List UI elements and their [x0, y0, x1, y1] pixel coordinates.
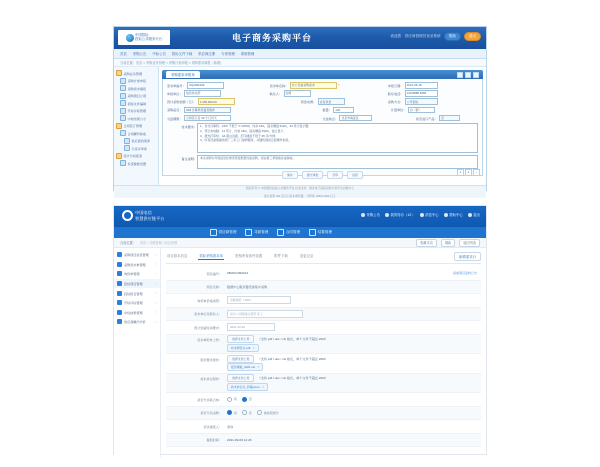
tree-item-4[interactable]: [116, 100, 156, 106]
document-icon: [120, 108, 126, 114]
sidebar-item-tender-project[interactable]: [114, 279, 160, 289]
chevron-right-icon: >: [155, 319, 157, 324]
field-input-5[interactable]: 010-8888 6666: [405, 90, 438, 97]
view-log-link[interactable]: 查看项目流转日志: [452, 271, 477, 276]
form-area: [159, 67, 486, 185]
field-label: 申报单位：: [167, 91, 183, 96]
sidebar-item-label: 采购项目信息管理: [124, 253, 149, 258]
form-box: [162, 79, 483, 176]
tab-supplier-management[interactable]: 供应商管理: [210, 229, 236, 236]
pager[interactable]: [457, 169, 480, 176]
attachment-chip[interactable]: 技术规范书.pdf ✕: [227, 344, 259, 352]
chevron-right-icon: >: [155, 271, 157, 276]
submit-approval-button[interactable]: 提交审批: [302, 171, 324, 179]
tree-item-1[interactable]: [116, 78, 156, 84]
sidebar-item-inquiry[interactable]: [114, 269, 160, 279]
row-label: 项目编号：: [206, 271, 222, 276]
row-label: 项目名称：: [206, 285, 222, 290]
nav-item-6[interactable]: 系统管理: [240, 52, 255, 56]
folder-icon: [116, 153, 122, 159]
content-tab-demand-order[interactable]: 招标采购需求单: [198, 253, 224, 261]
tree-label: 招标文件编制: [127, 101, 147, 106]
breadcrumb-text: 当前位置：首页 > 采购业务管理 > 采购计划申报 > 采购需求填报（新增）: [120, 61, 224, 65]
remark-value: 本次采购为年度信息化建设项目配套设备采购，需在第三季度前完成验收。: [200, 155, 296, 160]
content-tab-qualification[interactable]: 资格审查条件设置: [235, 254, 263, 259]
folder-icon: [117, 252, 122, 257]
content-tab-basic-info[interactable]: 项目基本信息: [167, 254, 188, 259]
field-input-0[interactable]: XQ2021006: [187, 82, 224, 89]
tab-sourcing-management[interactable]: 寻源管理: [245, 229, 268, 236]
logo-line2: 投标公共服务平台: [134, 36, 163, 41]
box-icon: [117, 300, 122, 305]
field-input-4[interactable]: 张明: [284, 90, 311, 97]
search-icon: [245, 229, 252, 236]
sidebar: [114, 248, 161, 457]
brand-logo: [122, 210, 164, 221]
breadcrumb-bar: [114, 238, 486, 248]
top-header: [114, 27, 486, 49]
table-row: [166, 393, 481, 407]
radio-option[interactable]: 否: [242, 410, 252, 415]
tree-item-3[interactable]: [116, 93, 156, 99]
row-label: 技术协议附件：: [200, 377, 222, 381]
footer: [114, 185, 486, 198]
radio-option[interactable]: 否: [242, 397, 252, 402]
document-icon: [120, 160, 126, 166]
tree-label: 中标结果公示: [127, 116, 147, 121]
sidebar-item-bid-registration[interactable]: [114, 288, 160, 298]
table-row: [166, 308, 481, 322]
row-label: 是否允许联合体：: [197, 397, 222, 402]
add-demand-row-button[interactable]: 新增需求行: [454, 252, 481, 261]
required-mark: *: [338, 83, 340, 88]
nav-item-3[interactable]: 招标文件下载: [171, 52, 193, 56]
save-button[interactable]: 保存: [282, 171, 298, 179]
sidebar-item-project-info[interactable]: [114, 250, 160, 260]
refresh-button[interactable]: 刷新: [441, 239, 455, 247]
nav-item-2[interactable]: 中标公告: [152, 52, 166, 56]
field-input-6[interactable]: 1,250,000.00: [198, 98, 235, 105]
row-label: 提报时间：: [206, 438, 222, 443]
tree-item-0[interactable]: [116, 70, 156, 76]
document-icon: [124, 138, 130, 144]
logo-line1: 中国招标: [134, 32, 149, 37]
brand-line1: 中国电信: [135, 210, 152, 216]
mail-icon: [420, 213, 424, 217]
attachment-chip[interactable]: 技术协议书_终稿.docx ✕: [227, 383, 268, 391]
tree-label: 采购业务管理: [123, 71, 143, 76]
sidebar-item-demand-order[interactable]: [114, 260, 160, 270]
tree-label: 采购计划申报: [127, 79, 147, 83]
row-value: ZB2021090012: [227, 271, 249, 276]
doc-icon: [117, 262, 122, 267]
bell-icon: [361, 213, 365, 217]
main-tabs: [114, 227, 486, 238]
help-button[interactable]: 帮助: [444, 32, 461, 41]
top-navbar: [114, 49, 486, 59]
field-label: 申报日期：: [387, 83, 404, 88]
field-label: 采购方式：: [387, 100, 404, 105]
sidebar-item-label: 供应商履约评价: [124, 320, 146, 325]
pager-first[interactable]: 1: [457, 169, 464, 176]
field-label: 采购品目：: [167, 108, 183, 113]
maximize-icon[interactable]: [465, 72, 471, 78]
tree-item-8[interactable]: [116, 130, 156, 136]
table-row: [166, 294, 481, 308]
chevron-right-icon: >: [155, 252, 157, 257]
tech-line-1: 2、笔记本电脑：14 英寸，内存 16G，固态硬盘 512G，独立显卡；: [200, 128, 287, 133]
field-input-13[interactable]: 北京市海淀区: [339, 115, 372, 122]
row-value: 数据中心服务器设备集中采购: [227, 285, 268, 290]
bottom-header: [114, 206, 486, 227]
radio-icon-selected: [242, 397, 247, 402]
favorite-button[interactable]: 收藏本页: [416, 239, 437, 247]
upload-button[interactable]: 选择文件上传: [227, 374, 254, 382]
table-row: [166, 407, 481, 421]
consortium-radio-group[interactable]: [227, 397, 252, 402]
pager-page-2[interactable]: 2: [465, 169, 472, 176]
remove-icon[interactable]: ✕: [252, 345, 255, 350]
row-label: 预计到货时间要求：: [194, 325, 222, 330]
chevron-right-icon: >: [155, 281, 157, 286]
remark-textarea[interactable]: [197, 155, 478, 169]
field-label: 交货地点：: [322, 116, 338, 121]
tree-item-2[interactable]: [116, 85, 156, 91]
upload-button[interactable]: 选择文件上传: [227, 355, 254, 363]
nav-item-0[interactable]: 首页: [120, 52, 127, 56]
nav-logout[interactable]: 退出: [468, 212, 480, 217]
tech-requirement-textarea[interactable]: [197, 123, 478, 153]
row-label: 询价单价格类型：: [197, 298, 222, 303]
demand-unit-input[interactable]: 省分公司网络运营部 李工: [227, 310, 303, 318]
tree-item-6[interactable]: [116, 115, 156, 121]
sidebar-item-supplier-evaluation[interactable]: [114, 317, 160, 327]
radio-option[interactable]: 是: [227, 397, 237, 402]
tag-icon: [117, 271, 122, 276]
row-label: 需求单附件上传：: [197, 338, 222, 342]
document-icon: [120, 115, 126, 121]
welcome-text: 欢迎您：供应商管理员登录系统: [390, 34, 441, 38]
minimize-icon[interactable]: [457, 72, 463, 78]
brand-mark-icon: [122, 210, 133, 221]
chevron-right-icon: >: [155, 291, 157, 296]
sidebar-item-label: 开标评标管理: [124, 301, 143, 306]
radio-option[interactable]: 按标段划分: [257, 410, 279, 415]
upload-hint: （支持 pdf / doc / xls 格式，单个文件不超过 20M）: [257, 337, 328, 341]
tree-item-5[interactable]: [116, 108, 156, 114]
document-icon: [120, 100, 126, 106]
footer-line2: 建议使用 IE9 及以上版本浏览器，分辨率 1280×1024 以上: [264, 194, 336, 198]
row-label: 是否分包采购：: [200, 411, 222, 416]
tree-item-12[interactable]: [116, 160, 156, 166]
table-row: [166, 267, 481, 281]
tree-label: 专家评审库: [131, 146, 147, 151]
document-icon: [120, 93, 126, 99]
table-row: [166, 374, 481, 394]
tree-label: 采购项目立项: [127, 94, 147, 98]
table-row: [166, 321, 481, 335]
row-label: 需求提报人：: [203, 424, 222, 429]
form-tab[interactable]: 采购需求申报单: [166, 71, 200, 78]
logout-button[interactable]: 退出: [464, 32, 481, 41]
document-icon: [120, 85, 126, 91]
remove-icon[interactable]: ✕: [261, 384, 265, 389]
field-select-7[interactable]: 自有资金: [318, 98, 345, 105]
field-label: 资金来源：: [300, 100, 317, 105]
field-input-10[interactable]: 120: [333, 107, 354, 114]
radio-icon: [242, 410, 247, 415]
sidebar-item-label: 采购需求单管理: [124, 262, 146, 267]
table-row: [166, 335, 481, 355]
folder-icon: [116, 70, 122, 76]
close-icon[interactable]: [473, 72, 479, 78]
sidebar-item-label: 询价单管理: [124, 272, 140, 277]
field-select-9[interactable]: A03 计算机设备及软件: [184, 107, 231, 114]
header-right: [390, 32, 481, 41]
tree-label: 供应商档案库: [131, 139, 151, 143]
field-label: 需求单编号：: [167, 83, 186, 88]
content-tab-attachments[interactable]: 附件下载: [274, 254, 288, 259]
nav-item-5[interactable]: 专家管理: [221, 52, 235, 56]
content-tabs: [166, 252, 481, 264]
radio-icon: [227, 397, 232, 402]
table-row: [166, 420, 481, 434]
legacy-procurement-window: [113, 26, 487, 198]
nav-todo[interactable]: 我的待办（12）: [385, 212, 415, 217]
window-controls[interactable]: [457, 72, 479, 78]
user-icon: [210, 229, 217, 236]
list-icon: [385, 213, 389, 217]
sidebar-tree: [114, 67, 159, 185]
nav-help[interactable]: 帮助中心: [444, 212, 463, 217]
table-row: [166, 281, 481, 295]
sidebar-item-award-result[interactable]: [114, 308, 160, 318]
tree-label: 系统参数设置: [127, 161, 147, 166]
row-label: 需求单位及联系人：: [194, 312, 222, 317]
hammer-icon: [117, 281, 122, 286]
row-value: 李伟: [227, 424, 234, 429]
chevron-right-icon: >: [155, 310, 157, 315]
chevron-right-icon: >: [155, 300, 157, 305]
content-tab-change-log[interactable]: 变更记录: [299, 254, 314, 259]
print-button[interactable]: 打印: [327, 171, 343, 179]
nav-item-1[interactable]: 采购公告: [132, 52, 147, 56]
document-icon: [120, 78, 126, 84]
field-input-3[interactable]: 信息技术部: [184, 90, 221, 97]
tree-label: 合同履约验收: [127, 131, 147, 136]
pager-next[interactable]: ›: [473, 169, 480, 176]
footer-line1: 版权所有 © 中国招标投标公共服务平台 技术支持：国家电子招标投标交易平台运维中心: [246, 186, 354, 190]
field-label: 交货期限：: [167, 116, 183, 121]
tree-label: 开标评标管理: [127, 109, 147, 113]
field-select-14[interactable]: 否: [439, 115, 460, 122]
document-icon: [124, 145, 130, 151]
tree-label: 统计分析报表: [123, 154, 143, 158]
upload-hint: （支持 pdf / doc / xls 格式，单个文件不超过 20M）: [257, 376, 328, 380]
chevron-right-icon: >: [155, 262, 157, 267]
field-input-2[interactable]: 2021-06-18: [405, 82, 438, 89]
form-tabbar: [162, 70, 483, 79]
row-label: 报价要求附件：: [200, 357, 222, 362]
tech-line-3: 4、所有设备须提供原厂三年上门保修服务，并随机提供正版操作系统。: [200, 138, 292, 143]
trophy-icon: [117, 310, 122, 315]
radio-icon: [257, 410, 262, 415]
nav-messages[interactable]: 消息中心: [420, 212, 439, 217]
table-row: [166, 354, 481, 374]
tree-label: 采购需求填报: [127, 86, 147, 91]
pen-icon: [117, 291, 122, 296]
radio-option[interactable]: 是: [227, 410, 237, 415]
breadcrumb: [120, 240, 177, 245]
attachment-chip[interactable]: 报价模板_2021.xls ✕: [227, 363, 263, 371]
back-button[interactable]: 返回: [347, 171, 363, 179]
brand-line2: 智慧供应链平台: [135, 215, 165, 221]
subcontract-radio-group[interactable]: [227, 410, 279, 415]
field-label: 是否进口产品：: [415, 116, 438, 121]
folder-icon: [116, 123, 122, 129]
power-icon: [468, 213, 472, 217]
field-label: 预计采购金额（元）：: [167, 100, 197, 105]
tech-line-2: 3、激光打印机：A4 黑白双面，打印速度不低于 35 页/分钟；: [200, 133, 279, 138]
site-logo: [118, 30, 170, 45]
tree-item-9[interactable]: [116, 138, 156, 144]
breadcrumb: [114, 59, 486, 67]
field-label: 计量单位：: [390, 108, 407, 113]
content-panel: [161, 248, 486, 457]
field-input-1[interactable]: 办公设备采购需求: [290, 82, 337, 89]
radio-icon-selected: [227, 410, 232, 415]
tree-item-7[interactable]: [116, 123, 156, 129]
tab-settlement-management[interactable]: 结算管理: [309, 229, 332, 236]
remove-icon[interactable]: ✕: [256, 365, 260, 369]
upload-button[interactable]: 选择文件上传: [227, 335, 254, 343]
row-value: 2021-09-08 14:26: [227, 437, 252, 442]
price-type-input[interactable]: 含税单价（13%）: [227, 296, 291, 304]
back-to-list-button[interactable]: 返回列表: [459, 239, 480, 247]
tech-label: 技术要求：: [181, 125, 197, 130]
field-label: 需求单名称：: [269, 83, 289, 88]
remark-label: 备注说明：: [181, 156, 197, 161]
table-row: [166, 434, 481, 448]
field-input-12[interactable]: 合同签订后 30 个日历天: [184, 115, 231, 122]
header-nav: [361, 212, 480, 217]
tech-line-0: 1、台式计算机：CPU 不低于 i7-10700，内存 16G，固态硬盘 512G，23 英寸显示器；: [200, 124, 311, 129]
breadcrumb-path: 首页 / 寻源管理 / 项目详情: [139, 241, 178, 245]
page-title: 电子商务采购平台: [232, 33, 313, 43]
tree-item-10[interactable]: [116, 145, 156, 151]
help-icon: [444, 213, 448, 217]
star-icon: [117, 319, 122, 324]
tree-item-11[interactable]: [116, 153, 156, 159]
field-select-8[interactable]: 公开招标: [405, 98, 438, 105]
field-label: 联系电话：: [387, 91, 404, 96]
sidebar-item-bid-opening[interactable]: [114, 298, 160, 308]
nav-announcements[interactable]: 采购公告: [361, 212, 380, 217]
breadcrumb-prefix: 当前位置：: [120, 241, 136, 245]
breadcrumb-actions: [416, 239, 480, 247]
modern-procurement-window: [113, 205, 487, 455]
field-label: 联系人：: [269, 91, 282, 96]
upload-hint: （支持 pdf / doc / xls 格式，单个文件不超过 20M）: [257, 356, 328, 361]
sidebar-item-label: 投标报名管理: [124, 291, 143, 296]
nav-item-4[interactable]: 供应商注册: [198, 52, 216, 56]
tab-contract-management[interactable]: 合同管理: [277, 229, 300, 236]
field-input-11[interactable]: 台（套）: [408, 107, 435, 114]
money-icon: [309, 229, 316, 236]
sidebar-item-label: 招标项目管理: [124, 282, 143, 287]
tree-label: 合同签订管理: [123, 124, 143, 128]
document-icon: [120, 130, 126, 136]
field-label: 数量：: [322, 108, 332, 113]
globe-icon: [126, 34, 134, 42]
sidebar-item-label: 中标结果管理: [124, 310, 143, 315]
doc-icon: [277, 229, 284, 236]
delivery-date-input[interactable]: 2021-10-30: [227, 323, 275, 331]
